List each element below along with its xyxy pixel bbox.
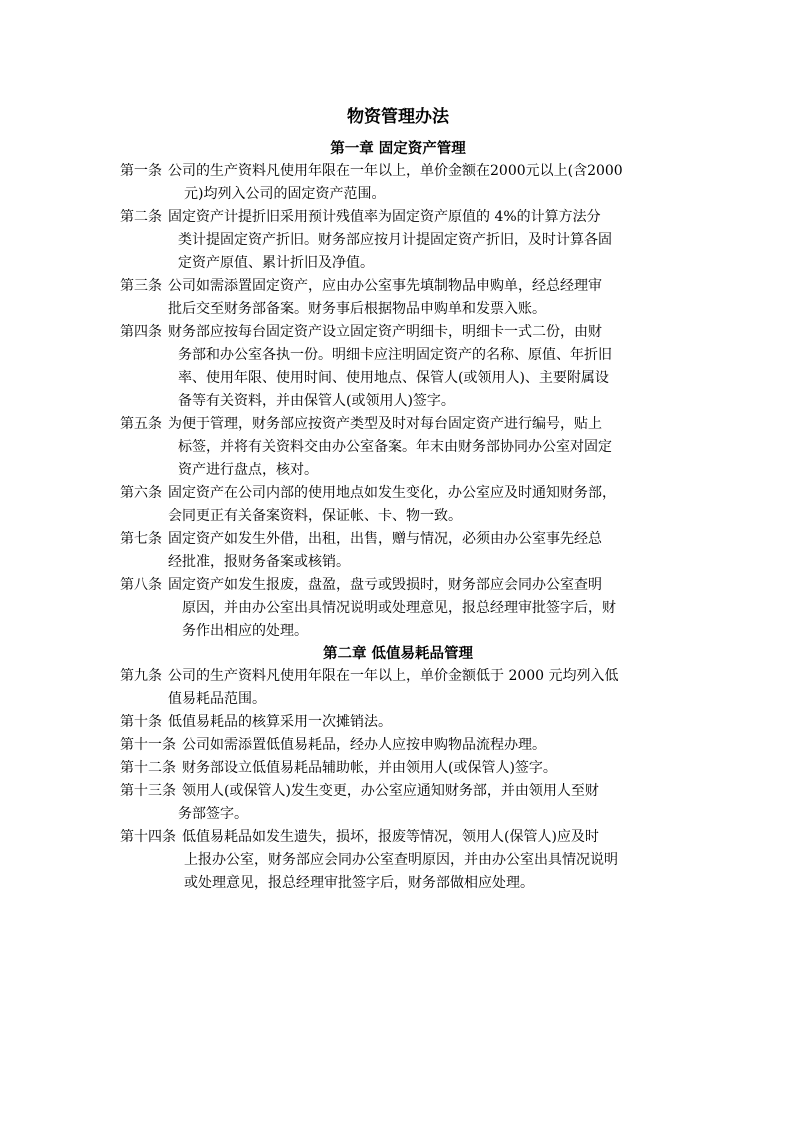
article-5 (120, 413, 676, 482)
article-text: 固定资产在公司内部的使用地点如发生变化，办公室应及时通知财务部， (168, 485, 616, 501)
article-text: 率、使用年限、使用时间、使用地点、保管人(或领用人)、主要附属设 (178, 370, 609, 386)
article-text: 元)均列入公司的固定资产范围。 (184, 186, 386, 202)
article-12 (120, 757, 676, 780)
article-first-line (120, 711, 676, 734)
article-text: 或处理意见，报总经理审批签字后，财务部做相应处理。 (184, 875, 534, 891)
article-text: 固定资产如发生报废，盘盈，盘亏或毁损时，财务部应会同办公室查明 (168, 577, 602, 593)
chapter-heading: 第一章 固定资产管理 (330, 140, 466, 157)
article-text: 领用人(或保管人)发生变更，办公室应通知财务部，并由领用人至财 (182, 783, 599, 799)
article-3 (120, 275, 676, 321)
article-14 (120, 826, 676, 895)
article-first-line (120, 413, 676, 436)
article-text: 会同更正有关备案资料，保证帐、卡、物一致。 (168, 508, 462, 524)
article-1 (120, 160, 676, 206)
article-text: 公司如需添置低值易耗品，经办人应按申购物品流程办理。 (182, 737, 546, 753)
article-number: 第四条 (120, 324, 162, 340)
article-first-line (120, 665, 676, 688)
article-text: 标签，并将有关资料交由办公室备案。年末由财务部协同办公室对固定 (178, 439, 612, 455)
article-number: 第五条 (120, 416, 162, 432)
article-2 (120, 206, 676, 275)
article-text: 财务部应按每台固定资产设立固定资产明细卡，明细卡一式二份，由财 (168, 324, 602, 340)
article-first-line (120, 574, 676, 597)
article-8 (120, 574, 676, 643)
article-text: 备等有关资料，并由保管人(或领用人)签字。 (178, 393, 455, 409)
article-text: 批后交至财务部备案。财务事后根据物品申购单和发票入账。 (168, 301, 546, 317)
article-first-line (120, 757, 676, 780)
article-number: 第十条 (120, 714, 162, 730)
article-number: 第一条 (120, 163, 162, 179)
article-first-line (120, 734, 676, 757)
article-number: 第十一条 (120, 737, 176, 753)
article-text: 经批准，报财务备案或核销。 (168, 554, 350, 570)
article-number: 第二条 (120, 209, 162, 225)
article-text: 公司的生产资料凡使用年限在一年以上，单价金额在2000元以上(含2000 (168, 163, 623, 179)
article-first-line (120, 482, 676, 505)
chapter-heading: 第二章 低值易耗品管理 (322, 645, 474, 662)
article-text: 原因，并由办公室出具情况说明或处理意见，报总经理审批签字后，财 (182, 600, 616, 616)
article-first-line (120, 275, 676, 298)
article-text: 类计提固定资产折旧。财务部应按月计提固定资产折旧，及时计算各固 (178, 232, 612, 248)
article-number: 第九条 (120, 668, 162, 684)
article-7 (120, 528, 676, 574)
article-text: 上报办公室，财务部应会同办公室查明原因，并由办公室出具情况说明 (184, 852, 618, 868)
article-text: 公司如需添置固定资产，应由办公室事先填制物品申购单，经总经理审 (168, 278, 602, 294)
article-text: 低值易耗品的核算采用一次摊销法。 (168, 714, 392, 730)
article-4 (120, 321, 676, 413)
article-text: 低值易耗品如发生遗失，损坏，报废等情况，领用人(保管人)应及时 (182, 829, 599, 845)
article-text: 务部签字。 (178, 806, 248, 822)
article-first-line (120, 206, 676, 229)
document-title: 物资管理办法 (347, 107, 449, 127)
article-text: 固定资产如发生外借，出租，出售，赠与情况，必须由办公室事先经总 (168, 531, 602, 547)
article-text: 值易耗品范围。 (168, 691, 266, 707)
article-number: 第十三条 (120, 783, 176, 799)
article-first-line (120, 321, 676, 344)
article-first-line (120, 780, 676, 803)
article-6 (120, 482, 676, 528)
article-text: 务部和办公室各执一份。明细卡应注明固定资产的名称、原值、年折旧 (178, 347, 612, 363)
article-text: 资产进行盘点，核对。 (178, 462, 318, 478)
article-number: 第八条 (120, 577, 162, 593)
article-number: 第十二条 (120, 760, 176, 776)
article-first-line (120, 826, 676, 849)
article-9 (120, 665, 676, 711)
article-13 (120, 780, 676, 826)
article-text: 公司的生产资料凡使用年限在一年以上，单价金额低于 2000 元均列入低 (168, 668, 619, 684)
article-number: 第三条 (120, 278, 162, 294)
article-text: 固定资产计提折旧采用预计残值率为固定资产原值的 4%的计算方法分 (168, 209, 601, 225)
article-text: 财务部设立低值易耗品辅助帐，并由领用人(或保管人)签字。 (182, 760, 557, 776)
article-number: 第七条 (120, 531, 162, 547)
article-10 (120, 711, 676, 734)
document-page (120, 104, 676, 895)
article-first-line (120, 528, 676, 551)
article-text: 为便于管理，财务部应按资产类型及时对每台固定资产进行编号，贴上 (168, 416, 602, 432)
article-number: 第十四条 (120, 829, 176, 845)
article-number: 第六条 (120, 485, 162, 501)
article-first-line (120, 160, 676, 183)
article-11 (120, 734, 676, 757)
article-text: 务作出相应的处理。 (182, 623, 308, 639)
article-text: 定资产原值、累计折旧及净值。 (178, 255, 374, 271)
